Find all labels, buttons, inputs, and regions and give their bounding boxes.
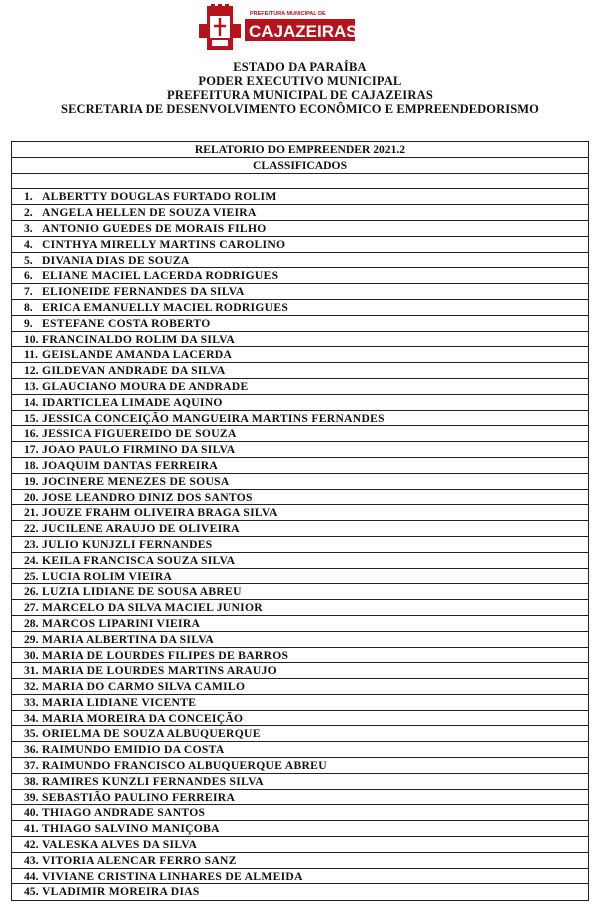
row-number: 29. xyxy=(24,632,39,646)
row-number: 41. xyxy=(24,822,39,836)
row-number: 27. xyxy=(24,601,39,615)
row-name: VITORIA ALENCAR FERRO SANZ xyxy=(42,853,237,867)
header-secretaria: SECRETARIA DE DESENVOLVIMENTO ECONÔMICO E EMPREENDEDORISMO xyxy=(61,102,539,116)
table-row xyxy=(12,853,588,869)
cajazeiras-logo-icon xyxy=(193,4,359,52)
row-number: 13. xyxy=(24,379,39,393)
row-number: 36. xyxy=(24,743,39,757)
prefeitura-logo xyxy=(193,4,359,52)
table-row xyxy=(12,726,588,742)
row-number: 34. xyxy=(24,711,39,725)
row-number: 20. xyxy=(24,490,39,504)
row-number: 38. xyxy=(24,774,39,788)
row-number: 37. xyxy=(24,759,39,773)
row-number: 5. xyxy=(24,253,33,267)
row-name: JOCINERE MENEZES DE SOUSA xyxy=(42,474,230,488)
row-name: ANGELA HELLEN DE SOUZA VIEIRA xyxy=(42,206,257,220)
row-name: THIAGO ANDRADE SANTOS xyxy=(42,806,206,820)
row-name: MARCOS LIPARINI VIEIRA xyxy=(42,616,201,630)
table-row xyxy=(12,679,588,695)
row-name: MARIA ALBERTINA DA SILVA xyxy=(42,632,215,646)
table-row xyxy=(12,648,588,664)
row-name: MARIA DE LOURDES MARTINS ARAUJO xyxy=(42,664,277,678)
table-row xyxy=(12,505,588,521)
row-number: 7. xyxy=(24,285,33,299)
row-number: 3. xyxy=(24,221,33,235)
row-name: VLADIMIR MOREIRA DIAS xyxy=(42,885,200,899)
table-row xyxy=(12,774,588,790)
row-name: IDARTICLEA LIMADE AQUINO xyxy=(42,395,223,409)
row-number: 24. xyxy=(24,553,39,567)
table-row xyxy=(12,474,588,490)
row-number: 10. xyxy=(24,332,39,346)
row-number: 45. xyxy=(24,885,39,899)
row-name: SEBASTIÃO PAULINO FERREIRA xyxy=(42,790,236,804)
row-name: RAMIRES KUNZLI FERNANDES SILVA xyxy=(42,774,264,788)
row-number: 44. xyxy=(24,869,39,883)
row-number: 25. xyxy=(24,569,39,583)
row-number: 19. xyxy=(24,474,39,488)
table-row xyxy=(12,332,588,348)
table-row xyxy=(12,268,588,284)
row-number: 31. xyxy=(24,664,39,678)
row-name: ANTONIO GUEDES DE MORAIS FILHO xyxy=(42,221,267,235)
row-name: KEILA FRANCISCA SOUZA SILVA xyxy=(42,553,236,567)
table-row xyxy=(12,300,588,316)
table-row xyxy=(12,379,588,395)
row-name: JOSE LEANDRO DINIZ DOS SANTOS xyxy=(42,490,253,504)
table-row xyxy=(12,553,588,569)
row-number: 32. xyxy=(24,680,39,694)
row-number: 4. xyxy=(24,237,33,251)
table-row xyxy=(12,411,588,427)
table-row xyxy=(12,695,588,711)
row-name: JOUZE FRAHM OLIVEIRA BRAGA SILVA xyxy=(42,506,278,520)
table-row xyxy=(12,584,588,600)
table-row xyxy=(12,395,588,411)
table-row xyxy=(12,205,588,221)
table-row xyxy=(12,663,588,679)
table-row xyxy=(12,869,588,885)
table-row xyxy=(12,363,588,379)
logo-top-text: PREFEITURA MUNICIPAL DE xyxy=(250,11,326,17)
header-power: PODER EXECUTIVO MUNICIPAL xyxy=(198,74,402,88)
row-name: VALESKA ALVES DA SILVA xyxy=(42,838,198,852)
row-name: ORIELMA DE SOUZA ALBUQUERQUE xyxy=(42,727,261,741)
table-row xyxy=(12,790,588,806)
table-row xyxy=(12,221,588,237)
row-name: RAIMUNDO FRANCISCO ALBUQUERQUE ABREU xyxy=(42,759,327,773)
row-number: 9. xyxy=(24,316,33,330)
row-number: 23. xyxy=(24,537,39,551)
row-number: 16. xyxy=(24,427,39,441)
row-number: 42. xyxy=(24,838,39,852)
row-name: MARIA DE LOURDES FILIPES DE BARROS xyxy=(42,648,289,662)
table-row xyxy=(12,837,588,853)
table-row xyxy=(12,347,588,363)
row-number: 8. xyxy=(24,300,33,314)
document-header xyxy=(0,60,600,116)
row-name: LUCIA ROLIM VIEIRA xyxy=(42,569,173,583)
row-number: 33. xyxy=(24,695,39,709)
row-name: JOAO PAULO FIRMINO DA SILVA xyxy=(42,443,236,457)
table-row xyxy=(12,237,588,253)
row-name: JESSICA FIGUEREIDO DE SOUZA xyxy=(42,427,237,441)
table-row xyxy=(12,569,588,585)
row-number: 15. xyxy=(24,411,39,425)
table-row xyxy=(12,284,588,300)
row-number: 39. xyxy=(24,790,39,804)
row-name: CINTHYA MIRELLY MARTINS CAROLINO xyxy=(42,237,286,251)
row-name: FRANCINALDO ROLIM DA SILVA xyxy=(42,332,236,346)
table-row xyxy=(12,521,588,537)
row-number: 18. xyxy=(24,458,39,472)
header-prefeitura: PREFEITURA MUNICIPAL DE CAJAZEIRAS xyxy=(167,88,433,102)
table-row xyxy=(12,711,588,727)
row-name: MARIA MOREIRA DA CONCEIÇÃO xyxy=(42,711,244,725)
row-name: MARIA LIDIANE VICENTE xyxy=(42,695,197,709)
row-name: JUCILENE ARAUJO DE OLIVEIRA xyxy=(42,522,240,536)
row-number: 35. xyxy=(24,727,39,741)
row-number: 28. xyxy=(24,616,39,630)
row-name: ALBERTTY DOUGLAS FURTADO ROLIM xyxy=(42,190,277,204)
row-name: VIVIANE CRISTINA LINHARES DE ALMEIDA xyxy=(42,869,303,883)
row-name: GILDEVAN ANDRADE DA SILVA xyxy=(42,364,226,378)
row-name: JOAQUIM DANTAS FERREIRA xyxy=(42,458,219,472)
row-number: 12. xyxy=(24,364,39,378)
row-name: DIVANIA DIAS DE SOUZA xyxy=(42,253,190,267)
classified-table xyxy=(11,141,589,901)
row-number: 1. xyxy=(24,190,33,204)
table-row xyxy=(12,537,588,553)
row-name: ELIANE MACIEL LACERDA RODRIGUES xyxy=(42,269,279,283)
row-number: 14. xyxy=(24,395,39,409)
row-name: GEISLANDE AMANDA LACERDA xyxy=(42,348,233,362)
row-name: GLAUCIANO MOURA DE ANDRADE xyxy=(42,379,249,393)
row-name: JESSICA CONCEIÇÃO MANGUEIRA MARTINS FERNANDES xyxy=(42,411,385,425)
table-row xyxy=(12,189,588,205)
table-subtitle: CLASSIFICADOS xyxy=(12,158,588,174)
row-name: THIAGO SALVINO MANIÇOBA xyxy=(42,822,220,836)
table-row xyxy=(12,821,588,837)
row-number: 26. xyxy=(24,585,39,599)
table-row xyxy=(12,458,588,474)
table-empty-row xyxy=(12,174,588,190)
header-state: ESTADO DA PARAÍBA xyxy=(233,60,367,74)
table-row xyxy=(12,253,588,269)
row-name: MARCELO DA SILVA MACIEL JUNIOR xyxy=(42,601,263,615)
row-number: 43. xyxy=(24,853,39,867)
row-name: JULIO KUNJZLI FERNANDES xyxy=(42,537,213,551)
row-number: 22. xyxy=(24,522,39,536)
row-name: LUZIA LIDIANE DE SOUSA ABREU xyxy=(42,585,242,599)
row-name: ESTEFANE COSTA ROBERTO xyxy=(42,316,211,330)
row-number: 40. xyxy=(24,806,39,820)
table-row xyxy=(12,316,588,332)
row-name: ERICA EMANUELLY MACIEL RODRIGUES xyxy=(42,300,289,314)
row-number: 11. xyxy=(24,348,38,362)
table-row xyxy=(12,632,588,648)
logo-main-text: CAJAZEIRAS xyxy=(249,22,358,41)
row-name: RAIMUNDO EMIDIO DA COSTA xyxy=(42,743,225,757)
row-number: 30. xyxy=(24,648,39,662)
table-title: RELATORIO DO EMPREENDER 2021.2 xyxy=(12,142,588,158)
table-row xyxy=(12,426,588,442)
table-row xyxy=(12,442,588,458)
table-row xyxy=(12,616,588,632)
row-number: 21. xyxy=(24,506,39,520)
table-row xyxy=(12,758,588,774)
table-row xyxy=(12,884,588,900)
row-name: ELIONEIDE FERNANDES DA SILVA xyxy=(42,285,245,299)
table-row xyxy=(12,490,588,506)
table-row xyxy=(12,805,588,821)
row-name: MARIA DO CARMO SILVA CAMILO xyxy=(42,680,246,694)
row-number: 6. xyxy=(24,269,33,283)
table-row xyxy=(12,742,588,758)
table-row xyxy=(12,600,588,616)
row-number: 2. xyxy=(24,206,33,220)
row-number: 17. xyxy=(24,443,39,457)
